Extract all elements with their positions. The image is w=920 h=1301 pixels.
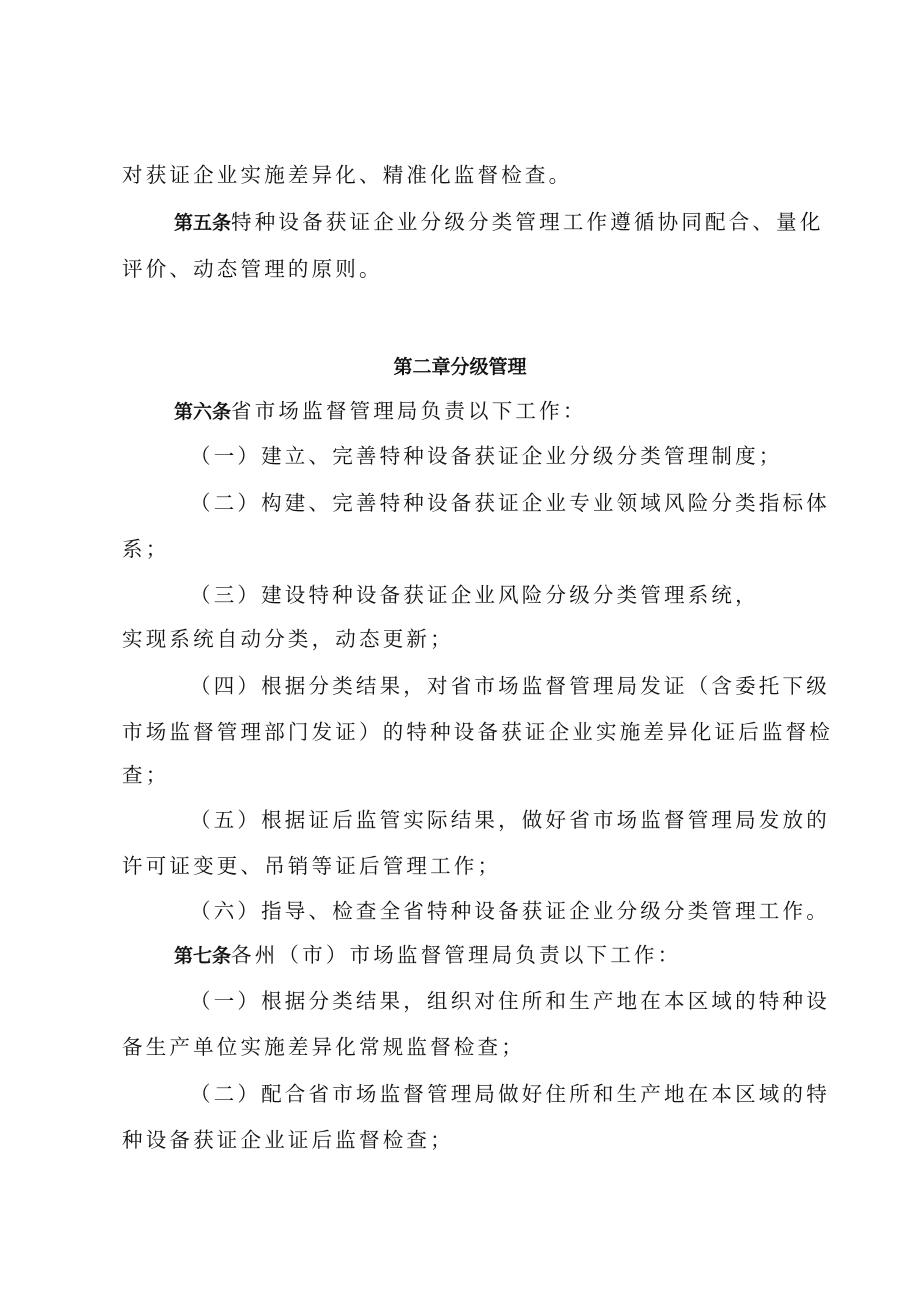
paragraph-line: 对获证企业实施差异化、精准化监督检查。 — [122, 163, 573, 187]
article-label: 第七条 — [174, 945, 232, 967]
list-item-line: （六）指导、检查全省特种设备获证企业分级分类管理工作。 — [190, 899, 830, 923]
chapter-heading: 第二章分级管理 — [393, 356, 527, 378]
list-item-line: （二）构建、完善特种设备获证企业专业领域风险分类指标体 — [190, 491, 830, 515]
paragraph-line: 备生产单位实施差异化常规监督检查； — [122, 1035, 525, 1059]
article-5-line: 第五条特种设备获证企业分级分类管理工作遵循协同配合、量化 — [174, 210, 824, 234]
paragraph-line: 查； — [122, 763, 170, 787]
list-item-line: （一）根据分类结果，组织对住所和生产地在本区域的特种设 — [190, 989, 830, 1013]
paragraph-line: 系； — [122, 537, 170, 561]
article-6-line: 第六条省市场监督管理局负责以下工作： — [174, 399, 587, 423]
article-label: 第五条 — [174, 212, 232, 234]
paragraph-line: 实现系统自动分类，动态更新； — [122, 627, 454, 651]
paragraph-line: 种设备获证企业证后监督检查； — [122, 1128, 454, 1152]
list-item-line: （四）根据分类结果，对省市场监督管理局发证（含委托下级 — [190, 674, 830, 698]
paragraph-line: 评价、动态管理的原则。 — [122, 257, 383, 281]
list-item-line: （二）配合省市场监督管理局做好住所和生产地在本区域的特 — [190, 1082, 830, 1106]
paragraph-line: 市场监督管理部门发证）的特种设备获证企业实施差异化证后监督检 — [122, 720, 833, 744]
list-item-line: （一）建立、完善特种设备获证企业分级分类管理制度； — [190, 444, 783, 468]
article-label: 第六条 — [174, 401, 232, 423]
paragraph-line: 许可证变更、吊销等证后管理工作； — [122, 854, 502, 878]
list-item-line: （三）建设特种设备获证企业风险分级分类管理系统， — [190, 583, 759, 607]
list-item-line: （五）根据证后监管实际结果，做好省市场监督管理局发放的 — [190, 808, 830, 832]
article-7-line: 第七条各州（市）市场监督管理局负责以下工作： — [174, 943, 682, 967]
